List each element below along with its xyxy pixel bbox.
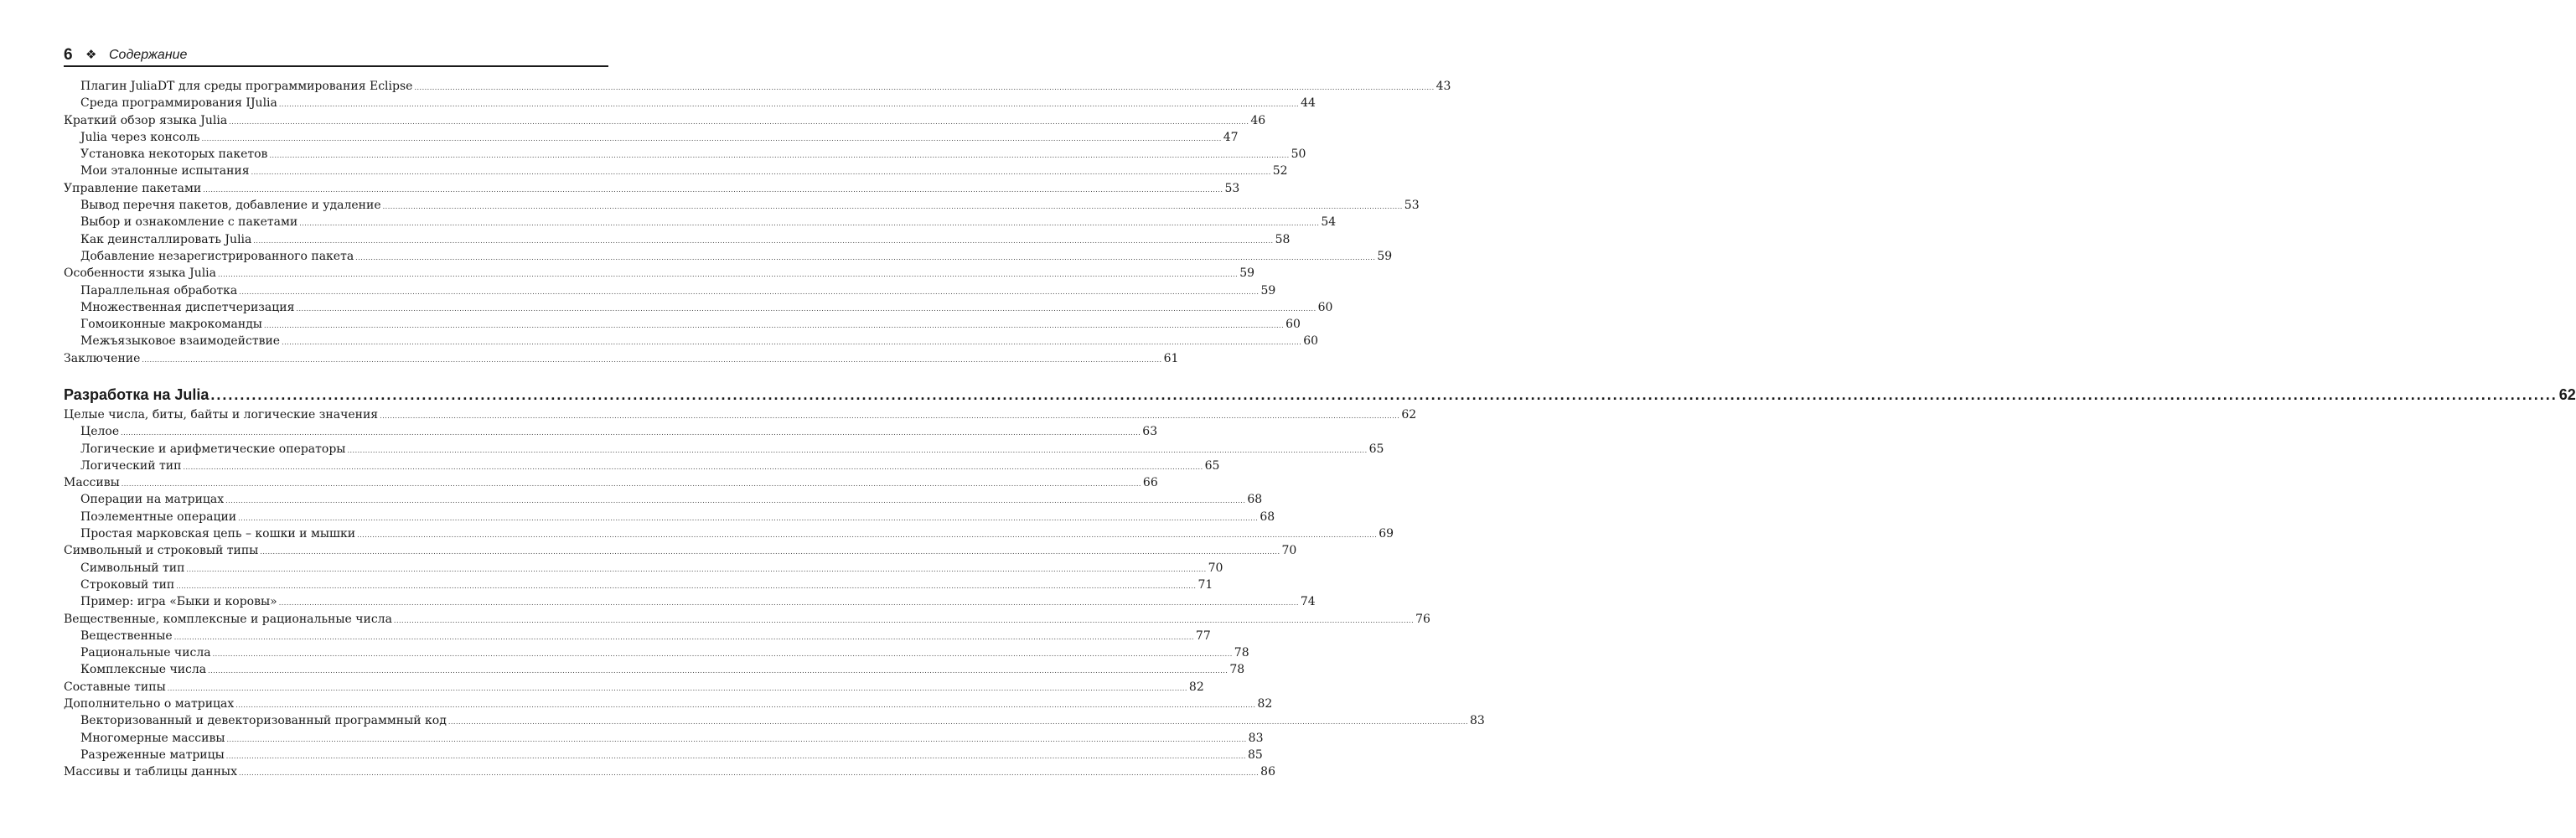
toc-entry-label: Параллельная обработка: [80, 283, 238, 297]
toc-entry-page: 77: [1195, 628, 1211, 643]
toc-entry-page: 58: [1275, 232, 1291, 246]
toc-entry-label: Гомоиконные макрокоманды: [80, 318, 262, 332]
toc-entry: [64, 231, 1291, 248]
toc-entry: [64, 163, 1288, 179]
toc-entry: [64, 593, 1316, 610]
chapter-title: Разработка на Julia: [64, 386, 209, 403]
toc-entry-label: Целое: [80, 425, 120, 439]
running-header: [64, 44, 608, 67]
dot-leader: ................................................................................................................................................................................................................................................................................................................................................................................................................: [357, 531, 1378, 540]
toc-entry-page: 60: [1303, 334, 1319, 349]
toc-entry: [64, 248, 1393, 265]
dot-leader: ................................................................................................................................................................................................................................................................................................................................................................................................................: [269, 152, 1290, 160]
toc-entry-label: Множественная диспетчеризация: [80, 300, 295, 314]
toc-entry-label: Многомерные массивы: [80, 731, 225, 745]
toc-entry-label: Выбор и ознакомление с пакетами: [80, 215, 298, 230]
dot-leader: ................................................................................................................................................................................................................................................................................................................................................................................................................: [226, 735, 1247, 743]
toc-entry: [64, 78, 1451, 95]
dot-leader: ................................................................................................................................................................................................................................................................................................................................................................................................................: [260, 548, 1280, 556]
toc-entry: [64, 491, 1263, 508]
dot-leader: ................................................................................................................................................................................................................................................................................................................................................................................................................: [167, 684, 1187, 692]
toc-entry-page: 78: [1234, 646, 1249, 660]
toc-entry-page: 46: [1250, 113, 1266, 127]
dot-leader: ................................................................................................................................................................................................................................................................................................................................................................................................................: [235, 701, 1256, 710]
dot-leader: ................................................................................................................................................................................................................................................................................................................................................................................................................: [183, 463, 1203, 471]
dot-leader: ................................................................................................................................................................................................................................................................................................................................................................................................................: [414, 84, 1435, 91]
toc-entry: [64, 763, 1275, 780]
toc-entry-label: Пример: игра «Быки и коровы»: [80, 595, 277, 609]
toc-entry-page: 83: [1248, 731, 1264, 745]
toc-entry-page: 61: [1163, 351, 1179, 365]
dot-leader: ................................................................................................................................................................................................................................................................................................................................................................................................................: [278, 599, 1299, 608]
dot-leader: ................................................................................................................................................................................................................................................................................................................................................................................................................: [238, 769, 1260, 778]
toc-entry: [64, 441, 1384, 458]
toc-entry: [64, 560, 1223, 577]
toc-entry: [64, 661, 1245, 678]
toc-entry-label: Как деинсталлировать Julia: [80, 232, 252, 246]
dot-leader: ................................................................................................................................................................................................................................................................................................................................................................................................................: [447, 718, 1469, 727]
toc-entry: [64, 628, 1211, 644]
dot-leader: ................................................................................................................................................................................................................................................................................................................................................................................................................: [355, 253, 1376, 261]
dot-leader: ................................................................................................................................................................................................................................................................................................................................................................................................................: [278, 101, 1300, 109]
toc-entry-page: 70: [1208, 561, 1223, 575]
toc-entry-page: 53: [1224, 181, 1240, 195]
toc-entry: [64, 696, 1273, 712]
toc-entry-label: Julia через консоль: [80, 130, 200, 144]
toc-entry: [64, 747, 1263, 763]
dot-leader: ................................................................................................................................................................................................................................................................................................................................................................................................................: [229, 117, 1249, 126]
ornament-icon: ❖: [85, 47, 97, 62]
chapter-page: 62: [2558, 386, 2576, 403]
dot-leader: ................................................................................................................................................................................................................................................................................................................................................................................................................: [176, 582, 1197, 590]
toc-entry-label: Добавление незарегистрированного пакета: [80, 249, 354, 263]
toc-entry: [64, 712, 1485, 729]
toc-entry-label: Поэлементные операции: [80, 510, 237, 524]
toc-entry-page: 68: [1260, 510, 1275, 524]
toc-entry: [64, 350, 1179, 367]
toc-entry-page: 82: [1257, 697, 1273, 711]
toc-entry-label: Массивы: [64, 476, 120, 490]
toc-list-part2: [64, 406, 1485, 781]
toc-entry-label: Символьный и строковый типы: [64, 544, 259, 558]
toc-entry-page: 59: [1239, 266, 1255, 281]
toc-entry: [64, 577, 1213, 593]
toc-entry: [64, 129, 1239, 146]
toc-entry-page: 83: [1470, 714, 1485, 728]
toc-entry-label: Межъязыковое взаимодействие: [80, 334, 281, 349]
toc-entry-page: 52: [1272, 164, 1288, 178]
toc-entry-label: Среда программирования IJulia: [80, 96, 277, 111]
dot-leader: ................................................................................................................................................................................................................................................................................................................................................................................................................: [282, 339, 1302, 347]
toc-entry: [64, 180, 1240, 197]
toc-entry-page: 68: [1247, 493, 1263, 507]
toc-entry: [64, 644, 1249, 661]
toc-entry: [64, 299, 1333, 316]
toc-entry-label: Простая марковская цепь – кошки и мышки: [80, 527, 356, 541]
toc-entry-label: Вещественные: [80, 628, 173, 643]
toc-entry-label: Краткий обзор языка Julia: [64, 113, 228, 127]
toc-entry-label: Мои эталонные испытания: [80, 164, 250, 178]
toc-entry: [64, 458, 1220, 474]
toc-entry-label: Установка некоторых пакетов: [80, 147, 268, 162]
dot-leader: ................................................................................................................................................................................................................................................................................................................................................................................................................: [225, 752, 1246, 760]
toc-entry-label: Комплексные числа: [80, 663, 207, 677]
toc-entry: [64, 423, 1158, 440]
toc-entry-page: 63: [1142, 425, 1158, 439]
toc-entry-page: 59: [1377, 249, 1393, 263]
toc-entry-page: 62: [1401, 408, 1417, 422]
dot-leader: ................................................................................................................................................................................................................................................................................................................................................................................................................: [173, 633, 1194, 641]
toc-entry-label: Рациональные числа: [80, 646, 211, 660]
page-number: 6: [64, 46, 73, 64]
toc-entry-page: 74: [1300, 595, 1316, 609]
toc-entry-page: 54: [1321, 215, 1337, 230]
toc-entry: [64, 112, 1266, 129]
toc-entry-label: Целые числа, биты, байты и логические значения: [64, 408, 379, 422]
dot-leader: ................................................................................................................................................................................................................................................................................................................................................................................................................: [263, 322, 1285, 330]
toc-entry: [64, 333, 1319, 349]
toc-entry: [64, 730, 1264, 747]
toc-entry-label: Управление пакетами: [64, 181, 202, 195]
chapter-heading: [64, 384, 2576, 406]
header-title: Содержание: [109, 48, 188, 62]
dot-leader: ................................................................................................................................................................................................................................................................................................................................................................................................................: [239, 287, 1260, 296]
dot-leader: ................................................................................................................................................................................................................................................................................................................................................................................................................: [347, 446, 1368, 454]
chapter-leader: ................................................................................................................................................................................................................................................................................................................................................................................................................: [210, 386, 2558, 403]
toc-entry-label: Разреженные матрицы: [80, 747, 225, 762]
toc-entry: [64, 525, 1394, 542]
toc-entry-label: Логические и арифметические операторы: [80, 442, 346, 456]
toc-entry-label: Векторизованный и девекторизованный программный код: [80, 714, 447, 728]
dot-leader: ................................................................................................................................................................................................................................................................................................................................................................................................................: [121, 480, 1141, 489]
dot-leader: ................................................................................................................................................................................................................................................................................................................................................................................................................: [382, 203, 1403, 211]
dot-leader: ................................................................................................................................................................................................................................................................................................................................................................................................................: [238, 514, 1259, 522]
toc-entry-page: 85: [1247, 747, 1263, 762]
toc-entry: [64, 282, 1276, 299]
toc-entry: [64, 146, 1306, 163]
dot-leader: ................................................................................................................................................................................................................................................................................................................................................................................................................: [296, 304, 1316, 313]
dot-leader: ................................................................................................................................................................................................................................................................................................................................................................................................................: [121, 429, 1141, 437]
toc-entry: [64, 611, 1430, 628]
toc-entry-label: Вещественные, комплексные и рациональные числа: [64, 612, 392, 626]
dot-leader: ................................................................................................................................................................................................................................................................................................................................................................................................................: [251, 168, 1271, 177]
toc-entry-page: 70: [1281, 544, 1297, 558]
toc-entry: [64, 406, 1417, 423]
toc-list-part1: [64, 78, 1451, 367]
toc-entry: [64, 316, 1301, 333]
toc-entry-label: Плагин JuliaDT для среды программирования Eclipse: [80, 80, 413, 93]
toc-entry-label: Массивы и таблицы данных: [64, 765, 237, 779]
toc-entry-page: 59: [1260, 283, 1276, 297]
toc-entry-label: Заключение: [64, 351, 141, 365]
toc-entry-page: 47: [1223, 130, 1239, 144]
toc-entry-page: 78: [1229, 663, 1245, 677]
toc-entry-label: Символьный тип: [80, 561, 185, 575]
toc-entry-page: 69: [1379, 527, 1394, 541]
toc-entry-page: 65: [1204, 458, 1220, 473]
toc-entry-label: Составные типы: [64, 680, 166, 694]
toc-entry-label: Особенности языка Julia: [64, 266, 217, 281]
dot-leader: ................................................................................................................................................................................................................................................................................................................................................................................................................: [380, 412, 1400, 420]
toc-entry-label: Вывод перечня пакетов, добавление и удаление: [80, 199, 381, 213]
toc-entry: [64, 474, 1158, 491]
toc-entry-page: 65: [1368, 442, 1384, 456]
toc-entry-label: Логический тип: [80, 458, 182, 473]
toc-entry-page: 60: [1285, 318, 1301, 332]
toc-entry: [64, 679, 1204, 696]
toc-entry-page: 60: [1317, 300, 1333, 314]
dot-leader: ................................................................................................................................................................................................................................................................................................................................................................................................................: [253, 236, 1274, 245]
toc-entry: [64, 509, 1275, 525]
toc-entry-page: 76: [1415, 612, 1430, 626]
toc-entry: [64, 214, 1337, 230]
dot-leader: ................................................................................................................................................................................................................................................................................................................................................................................................................: [218, 271, 1239, 279]
toc-entry: [64, 542, 1297, 559]
toc-entry-page: 71: [1197, 577, 1213, 592]
toc-entry: [64, 95, 1316, 111]
toc-entry-page: 66: [1142, 476, 1158, 490]
dot-leader: ................................................................................................................................................................................................................................................................................................................................................................................................................: [212, 650, 1233, 659]
dot-leader: ................................................................................................................................................................................................................................................................................................................................................................................................................: [393, 616, 1415, 624]
dot-leader: ................................................................................................................................................................................................................................................................................................................................................................................................................: [201, 134, 1222, 142]
dot-leader: ................................................................................................................................................................................................................................................................................................................................................................................................................: [208, 667, 1229, 675]
toc-entry-page: 82: [1188, 680, 1204, 694]
dot-leader: ................................................................................................................................................................................................................................................................................................................................................................................................................: [299, 220, 1320, 228]
header-rule: [64, 65, 608, 67]
toc-entry: [64, 265, 1255, 282]
toc-entry-label: Операции на матрицах: [80, 493, 225, 507]
toc-entry-page: 43: [1435, 80, 1451, 93]
toc-entry-label: Дополнительно о матрицах: [64, 697, 235, 711]
dot-leader: ................................................................................................................................................................................................................................................................................................................................................................................................................: [225, 497, 1246, 505]
dot-leader: ................................................................................................................................................................................................................................................................................................................................................................................................................: [142, 355, 1162, 364]
dot-leader: ................................................................................................................................................................................................................................................................................................................................................................................................................: [203, 185, 1223, 194]
toc-entry-page: 86: [1260, 765, 1275, 779]
toc-entry: [64, 197, 1420, 214]
toc-entry-page: 53: [1404, 199, 1420, 213]
dot-leader: ................................................................................................................................................................................................................................................................................................................................................................................................................: [186, 565, 1207, 573]
toc-entry-label: Строковый тип: [80, 577, 175, 592]
toc-entry-page: 50: [1291, 147, 1306, 162]
toc-entry-page: 44: [1301, 96, 1316, 111]
